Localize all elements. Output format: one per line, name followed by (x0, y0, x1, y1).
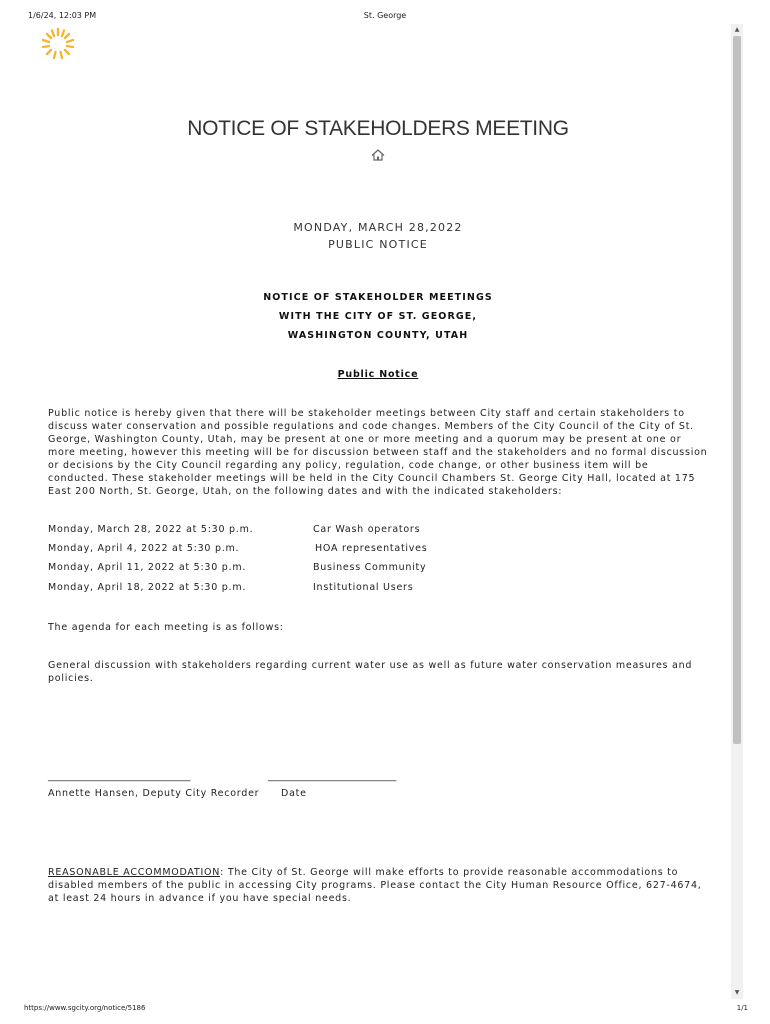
accommodation-label: REASONABLE ACCOMMODATION (48, 867, 221, 878)
agenda-text: General discussion with stakeholders regarding current water use as well as future water conservation measures and policies. (48, 660, 693, 684)
meeting-date: MONDAY, MARCH 28,2022 (293, 221, 463, 234)
home-icon[interactable] (371, 149, 385, 161)
schedule-stakeholder: Institutional Users (313, 582, 414, 593)
page-scrollbar[interactable] (731, 24, 743, 999)
schedule-row (48, 582, 708, 596)
accommodation-paragraph (48, 866, 708, 905)
scroll-up-icon[interactable]: ▲ (734, 26, 740, 33)
schedule-date: Monday, March 28, 2022 at 5:30 p.m. (48, 524, 254, 535)
page-title: NOTICE OF STAKEHOLDERS MEETING (187, 117, 569, 140)
print-page-title: St. George (363, 11, 407, 20)
date-label: Date (281, 788, 307, 799)
schedule-stakeholder: Business Community (313, 562, 427, 573)
schedule-row (48, 524, 708, 538)
date-line: ___________________________ (268, 771, 397, 782)
schedule-stakeholder: HOA representatives (315, 543, 428, 554)
signer-name: Annette Hansen, Deputy City Recorder (48, 788, 260, 799)
sun-logo-icon[interactable] (38, 27, 78, 61)
schedule-date: Monday, April 18, 2022 at 5:30 p.m. (48, 582, 247, 593)
schedule-date: Monday, April 11, 2022 at 5:30 p.m. (48, 562, 247, 573)
heading-line-1: NOTICE OF STAKEHOLDER MEETINGS (263, 292, 493, 303)
heading-line-3: WASHINGTON COUNTY, UTAH (287, 330, 469, 341)
scrollbar-thumb[interactable] (733, 36, 741, 744)
schedule-date: Monday, April 4, 2022 at 5:30 p.m. (48, 543, 240, 554)
signature-line: ______________________________ (48, 771, 191, 782)
intro-paragraph: Public notice is hereby given that there will be stakeholder meetings between City staff and certain stakeholders to discuss water conservation and possible regulations and code changes. Members of the City Council of the City of St. George, Washington County, Utah, may be present at one or more meeting and a quorum may be present at one or more meeting, however this meeting will be for discussion between staff and the stakeholders and no formal discussion or decisions by the City Council regarding any policy, regulation, code change, or other business item will be conducted. These stakeholder meetings will be held in the City Council Chambers St. George City Hall, located at 175 East 200 North, St. George, Utah, on the following dates and with the indicated stakeholders: (48, 408, 708, 497)
public-notice-heading (0, 369, 756, 380)
print-page-count: 1/1 (736, 1004, 748, 1012)
agenda-intro: The agenda for each meeting is as follows: (48, 622, 284, 633)
heading-line-2: WITH THE CITY OF ST. GEORGE, (278, 311, 478, 322)
schedule-row (48, 562, 708, 576)
accommodation-text: : The City of St. George will make efforts to provide reasonable accommodations to disabled members of the public in accessing City programs. Please contact the City Human Resource Office, 627-4674, at least 24 hours in advance if you have special needs. (48, 867, 702, 904)
print-datetime: 1/6/24, 12:03 PM (28, 11, 97, 20)
scroll-down-icon[interactable]: ▼ (734, 989, 740, 996)
print-url: https://www.sgcity.org/notice/5186 (24, 1004, 146, 1012)
schedule-stakeholder: Car Wash operators (313, 524, 421, 535)
notice-type: PUBLIC NOTICE (328, 238, 428, 251)
public-notice-label: Public Notice (337, 369, 419, 380)
schedule-row (48, 543, 708, 557)
